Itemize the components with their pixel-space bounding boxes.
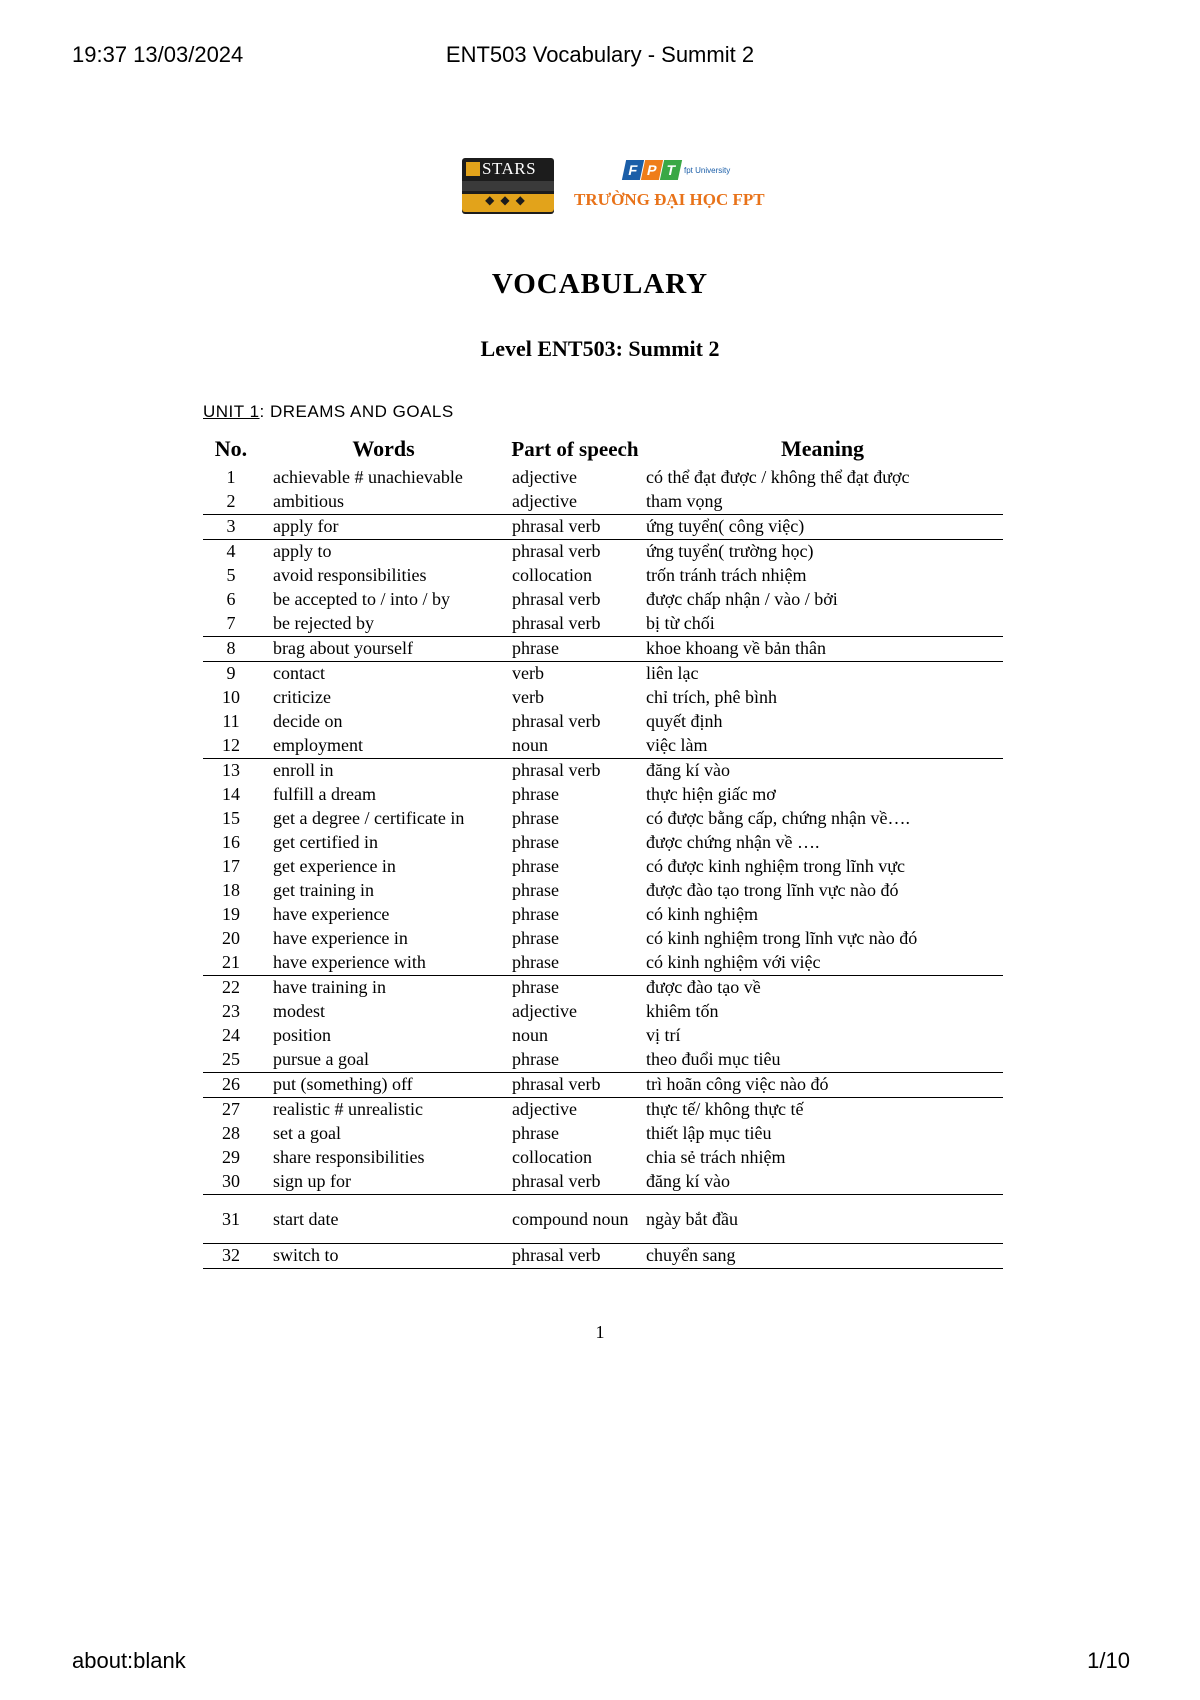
fpt-block-p: P — [641, 160, 663, 180]
table-row — [203, 1000, 1003, 1024]
row-number: 6 — [226, 589, 236, 609]
row-word: share responsibilities — [273, 1147, 425, 1167]
table-row — [203, 1098, 1003, 1123]
logo-bar — [462, 158, 792, 218]
table-row — [203, 1024, 1003, 1048]
table-row — [203, 588, 1003, 612]
row-part-of-speech: phrasal verb — [512, 1171, 601, 1191]
row-word: apply to — [259, 540, 508, 565]
table-row — [203, 855, 1003, 879]
row-number: 23 — [222, 1001, 240, 1021]
table-row — [203, 540, 1003, 565]
table-row — [203, 662, 1003, 687]
row-word: criticize — [273, 687, 331, 707]
row-part-of-speech: phrasal verb — [508, 759, 642, 784]
row-word: decide on — [273, 711, 343, 731]
row-word: fulfill a dream — [273, 784, 376, 804]
row-meaning: khiêm tốn — [646, 1001, 719, 1021]
row-meaning: ngày bắt đầu — [642, 1195, 1003, 1244]
row-part-of-speech: adjective — [512, 467, 577, 487]
page-number: 1 — [595, 1322, 605, 1342]
row-meaning: trì hoãn công việc nào đó — [642, 1073, 1003, 1098]
row-meaning: được đào tạo trong lĩnh vực nào đó — [646, 880, 899, 900]
table-row — [203, 783, 1003, 807]
table-row — [203, 1048, 1003, 1073]
row-number: 22 — [203, 976, 259, 1001]
row-number: 1 — [226, 467, 236, 487]
row-word: be accepted to / into / by — [273, 589, 450, 609]
table-header-row — [203, 432, 1003, 466]
table-row — [203, 1244, 1003, 1269]
header-no: No. — [214, 436, 248, 461]
row-part-of-speech: phrasal verb — [508, 1244, 642, 1269]
table-row — [203, 564, 1003, 588]
row-number: 4 — [203, 540, 259, 565]
row-part-of-speech: phrasal verb — [512, 711, 601, 731]
row-meaning: có kinh nghiệm — [646, 904, 758, 924]
print-datetime: 19:37 13/03/2024 — [72, 42, 244, 67]
row-part-of-speech: phrase — [512, 784, 559, 804]
row-number: 10 — [222, 687, 240, 707]
stars-logo — [462, 158, 554, 214]
row-word: get training in — [273, 880, 374, 900]
row-part-of-speech: phrasal verb — [508, 1073, 642, 1098]
row-word: get certified in — [273, 832, 378, 852]
row-word: get a degree / certificate in — [273, 808, 465, 828]
row-part-of-speech: collocation — [512, 565, 592, 585]
table-row — [203, 903, 1003, 927]
table-row — [203, 515, 1003, 540]
row-meaning: được chấp nhận / vào / bởi — [646, 589, 838, 609]
row-meaning: được chứng nhận về …. — [646, 832, 820, 852]
stars-badge-icon — [466, 162, 480, 176]
row-part-of-speech: verb — [512, 687, 544, 707]
row-meaning: bị từ chối — [646, 613, 715, 633]
table-row — [203, 1122, 1003, 1146]
row-meaning: vị trí — [646, 1025, 681, 1045]
row-meaning: có kinh nghiệm với việc — [646, 952, 821, 972]
table-row — [203, 1073, 1003, 1098]
row-word: be rejected by — [273, 613, 374, 633]
row-part-of-speech: phrase — [512, 808, 559, 828]
table-row — [203, 686, 1003, 710]
row-number: 8 — [203, 637, 259, 662]
table-row — [203, 879, 1003, 903]
row-number: 12 — [222, 735, 240, 755]
row-number: 18 — [222, 880, 240, 900]
table-row — [203, 710, 1003, 734]
table-row — [203, 1146, 1003, 1170]
row-part-of-speech: phrase — [512, 832, 559, 852]
table-row — [203, 807, 1003, 831]
row-part-of-speech: phrase — [512, 1123, 559, 1143]
row-word: achievable # unachievable — [273, 467, 463, 487]
row-number: 19 — [222, 904, 240, 924]
header-part-of-speech: Part of speech — [511, 437, 639, 461]
stars-logo-text: STARS — [482, 159, 537, 178]
row-number: 24 — [222, 1025, 240, 1045]
table-row — [203, 951, 1003, 976]
row-number: 29 — [222, 1147, 240, 1167]
row-meaning: khoe khoang về bản thân — [642, 637, 1003, 662]
row-meaning: quyết định — [646, 711, 723, 731]
table-row — [203, 734, 1003, 759]
row-meaning: có được bằng cấp, chứng nhận về…. — [646, 808, 910, 828]
stars-dots-icon: ◆◆◆ — [485, 193, 531, 207]
row-part-of-speech: adjective — [512, 491, 577, 511]
fpt-university-label: fpt University — [684, 166, 731, 175]
vocabulary-rows — [203, 466, 1003, 1269]
row-number: 28 — [222, 1123, 240, 1143]
row-part-of-speech: compound noun — [508, 1195, 642, 1244]
row-meaning: tham vọng — [646, 491, 723, 511]
row-number: 11 — [222, 711, 240, 731]
document-title: VOCABULARY — [491, 268, 709, 300]
row-number: 13 — [203, 759, 259, 784]
table-row — [203, 759, 1003, 784]
unit-heading — [203, 402, 454, 422]
row-meaning: liên lạc — [642, 662, 1003, 687]
row-word: modest — [273, 1001, 325, 1021]
row-part-of-speech: phrase — [512, 856, 559, 876]
row-part-of-speech: adjective — [508, 1098, 642, 1123]
table-row — [203, 490, 1003, 515]
row-meaning: theo đuổi mục tiêu — [646, 1049, 781, 1069]
row-word: have experience with — [273, 952, 426, 972]
row-meaning: thực hiện giấc mơ — [646, 784, 776, 804]
row-part-of-speech: phrase — [512, 928, 559, 948]
row-number: 26 — [203, 1073, 259, 1098]
row-word: avoid responsibilities — [273, 565, 427, 585]
row-word: have experience — [273, 904, 390, 924]
row-meaning: chuyển sang — [642, 1244, 1003, 1269]
row-number: 17 — [222, 856, 240, 876]
row-meaning: chia sẻ trách nhiệm — [646, 1147, 786, 1167]
print-doc-title: ENT503 Vocabulary - Summit 2 — [445, 42, 755, 67]
table-row — [203, 637, 1003, 662]
row-number: 27 — [203, 1098, 259, 1123]
row-meaning: thiết lập mục tiêu — [646, 1123, 772, 1143]
print-url: about:blank — [72, 1648, 186, 1673]
row-part-of-speech: phrase — [508, 637, 642, 662]
row-part-of-speech: adjective — [512, 1001, 577, 1021]
row-meaning: có được kinh nghiệm trong lĩnh vực — [646, 856, 905, 876]
row-meaning: đăng kí vào — [642, 759, 1003, 784]
row-word: brag about yourself — [259, 637, 508, 662]
row-meaning: có kinh nghiệm trong lĩnh vực nào đó — [646, 928, 918, 948]
row-part-of-speech: phrase — [508, 976, 642, 1001]
fpt-block-t: T — [660, 160, 682, 180]
document-subtitle: Level ENT503: Summit 2 — [480, 336, 720, 361]
row-word: apply for — [259, 515, 508, 540]
row-part-of-speech: phrasal verb — [512, 613, 601, 633]
unit-label: UNIT 1 — [203, 402, 260, 421]
row-word: realistic # unrealistic — [259, 1098, 508, 1123]
row-part-of-speech: phrase — [512, 1049, 559, 1069]
row-part-of-speech: collocation — [512, 1147, 592, 1167]
row-word: ambitious — [273, 491, 344, 511]
fpt-school-name: TRƯỜNG ĐẠI HỌC FPT — [574, 190, 765, 209]
table-row — [203, 976, 1003, 1001]
row-word: employment — [273, 735, 363, 755]
row-meaning: được đào tạo về — [642, 976, 1003, 1001]
print-page-count: 1/10 — [1087, 1648, 1130, 1673]
row-meaning: việc làm — [646, 735, 708, 755]
row-number: 30 — [222, 1171, 240, 1191]
row-number: 31 — [203, 1195, 259, 1244]
row-word: contact — [259, 662, 508, 687]
row-part-of-speech: phrase — [512, 904, 559, 924]
row-meaning: có thể đạt được / không thể đạt được — [646, 467, 910, 487]
table-row — [203, 612, 1003, 637]
row-part-of-speech: noun — [512, 1025, 548, 1045]
row-number: 2 — [226, 491, 236, 511]
fpt-block-f: F — [622, 160, 644, 180]
unit-name: : DREAMS AND GOALS — [259, 402, 454, 421]
fpt-logo-blocks — [624, 160, 681, 182]
header-words: Words — [352, 436, 415, 461]
row-meaning: thực tế/ không thực tế — [642, 1098, 1003, 1123]
row-part-of-speech: phrasal verb — [508, 515, 642, 540]
row-word: have training in — [259, 976, 508, 1001]
row-word: put (something) off — [259, 1073, 508, 1098]
table-row — [203, 1195, 1003, 1244]
row-part-of-speech: phrase — [512, 952, 559, 972]
row-word: have experience in — [273, 928, 408, 948]
header-meaning: Meaning — [780, 436, 865, 461]
row-number: 32 — [203, 1244, 259, 1269]
row-word: get experience in — [273, 856, 396, 876]
row-meaning: đăng kí vào — [646, 1171, 730, 1191]
row-part-of-speech: verb — [508, 662, 642, 687]
row-number: 16 — [222, 832, 240, 852]
row-number: 15 — [222, 808, 240, 828]
row-word: switch to — [259, 1244, 508, 1269]
row-word: start date — [259, 1195, 508, 1244]
row-meaning: trốn tránh trách nhiệm — [646, 565, 807, 585]
row-part-of-speech: phrase — [512, 880, 559, 900]
row-word: sign up for — [273, 1171, 351, 1191]
row-part-of-speech: phrasal verb — [512, 589, 601, 609]
row-number: 9 — [203, 662, 259, 687]
row-word: position — [273, 1025, 332, 1045]
row-meaning: ứng tuyển( công việc) — [642, 515, 1003, 540]
table-row — [203, 466, 1003, 490]
row-meaning: ứng tuyển( trường học) — [642, 540, 1003, 565]
row-word: set a goal — [273, 1123, 341, 1143]
row-number: 21 — [222, 952, 240, 972]
row-word: pursue a goal — [273, 1049, 369, 1069]
row-part-of-speech: noun — [512, 735, 548, 755]
row-word: enroll in — [259, 759, 508, 784]
row-meaning: chỉ trích, phê bình — [646, 687, 777, 707]
row-number: 20 — [222, 928, 240, 948]
table-row — [203, 927, 1003, 951]
table-row — [203, 1170, 1003, 1195]
row-number: 7 — [226, 613, 236, 633]
vocabulary-table — [203, 432, 1003, 1269]
row-part-of-speech: phrasal verb — [508, 540, 642, 565]
row-number: 5 — [226, 565, 236, 585]
row-number: 3 — [203, 515, 259, 540]
row-number: 25 — [222, 1049, 240, 1069]
table-row — [203, 831, 1003, 855]
row-number: 14 — [222, 784, 240, 804]
stars-band — [462, 181, 554, 191]
